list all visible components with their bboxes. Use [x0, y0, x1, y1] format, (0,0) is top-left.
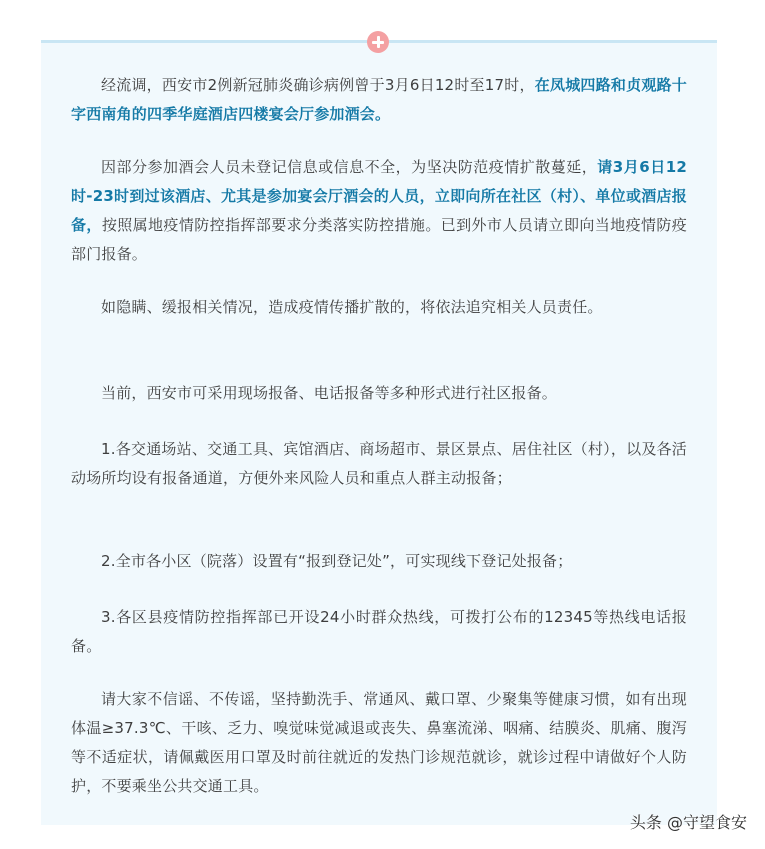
paragraph-text: 按照属地疫情防控指挥部要求分类落实防控措施。已到外市人员请立即向当地疫情防疫部门报备。 — [71, 216, 687, 263]
highlight-venue: 在凤城四路和贞观路十字西南角的四季华庭酒店四楼宴会厅参加酒会。 — [71, 76, 687, 123]
list-item-transport-stations: 1.各交通场站、交通工具、宾馆酒店、商场超市、景区景点、居住社区（村），以及各活动场所均设有报备通道，方便外来风险人员和重点人群主动报备； — [71, 440, 687, 487]
list-item-community-desks: 2.全市各小区（院落）设置有“报到登记处”，可实现线下登记处报备； — [101, 552, 573, 570]
list-item-hotline: 3.各区县疫情防控指挥部已开设24小时群众热线，可拨打公布的12345等热线电话报备。 — [71, 608, 687, 655]
paragraph-text: 因部分参加酒会人员未登记信息或信息不全，为坚决防范疫情扩散蔓延， — [101, 158, 598, 176]
paragraph-report-methods: 当前，西安市可采用现场报备、电话报备等多种形式进行社区报备。 — [101, 384, 558, 402]
paragraph-text: 经流调，西安市2例新冠肺炎确诊病例曾于3月6日12时至17时， — [101, 76, 535, 94]
paragraph-flow-investigation — [71, 71, 687, 129]
highlight-report-instruction: 请3月6日12时-23时到过该酒店、尤其是参加宴会厅酒会的人员，立即向所在社区（村）、单位或酒店报备， — [71, 158, 687, 234]
paragraph-health-advice: 请大家不信谣、不传谣，坚持勤洗手、常通风、戴口罩、少聚集等健康习惯，如有出现体温≥37.3℃、干咳、乏力、嗅觉味觉减退或丧失、鼻塞流涕、咽痛、结膜炎、肌痛、腹泻等不适症状，请佩戴医用口罩及时前往就近的发热门诊规范就诊，就诊过程中请做好个人防护，不要乘坐公共交通工具。 — [71, 690, 687, 795]
plus-icon — [367, 31, 389, 53]
paragraph-report-request — [71, 153, 687, 269]
source-watermark: 头条 @守望食安 — [629, 813, 747, 832]
paragraph-liability: 如隐瞒、缓报相关情况，造成疫情传播扩散的，将依法追究相关人员责任。 — [101, 298, 603, 316]
